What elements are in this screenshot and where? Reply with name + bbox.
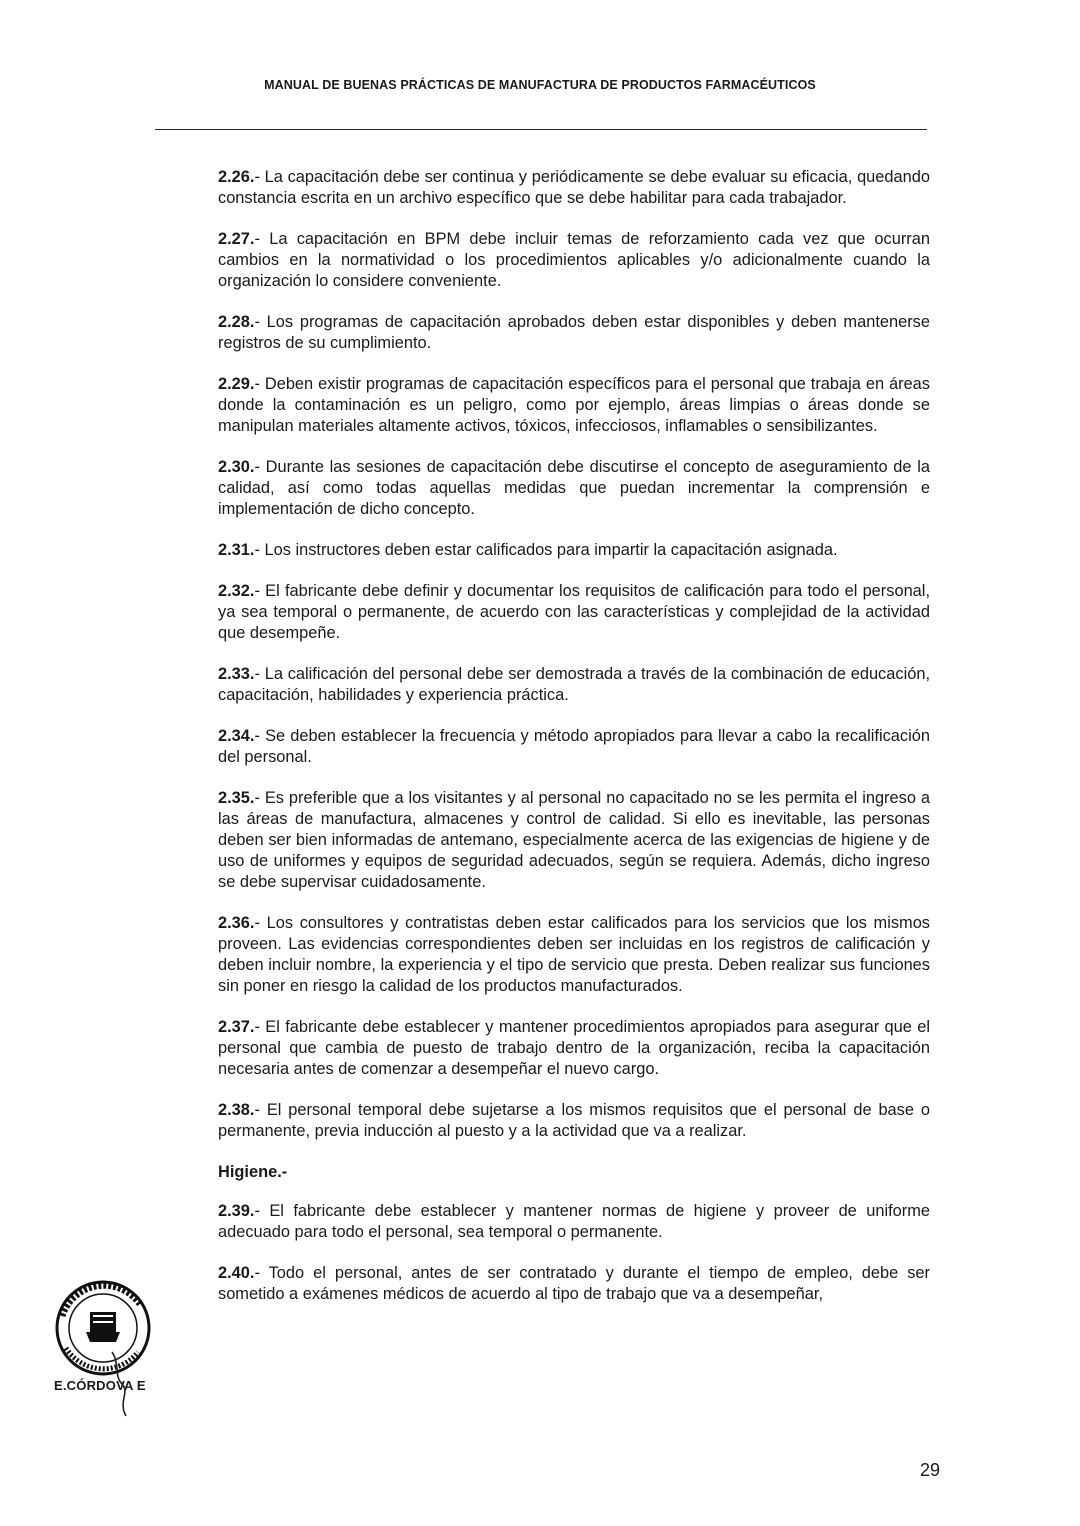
paragraph-number: 2.30. [218, 458, 255, 476]
paragraph-2-40 [218, 1263, 930, 1305]
paragraph-number: 2.33. [218, 665, 255, 683]
paragraph-2-33 [218, 664, 930, 706]
paragraph-text: - Se deben establecer la frecuencia y método apropiados para llevar a cabo la recalificación del personal. [218, 727, 930, 766]
paragraph-text: - La capacitación en BPM debe incluir temas de reforzamiento cada vez que ocurran cambios en la normatividad o los procedimientos aplicables y/o adicionalmente cuando la organización lo considere conveniente. [218, 230, 930, 290]
paragraph-number: 2.27. [218, 230, 255, 248]
paragraph-text: - La calificación del personal debe ser demostrada a través de la combinación de educación, capacitación, habilidades y experiencia práctica. [218, 665, 930, 704]
paragraph-text: - Durante las sesiones de capacitación debe discutirse el concepto de aseguramiento de la calidad, así como todas aquellas medidas que puedan incrementar la comprensión e implementación de dicho concepto. [218, 458, 930, 518]
paragraph-text: - Todo el personal, antes de ser contratado y durante el tiempo de empleo, debe ser sometido a exámenes médicos de acuerdo al tipo de trabajo que va a desempeñar, [218, 1264, 930, 1303]
section-title-higiene: Higiene.- [218, 1163, 288, 1181]
paragraph-2-31 [218, 540, 930, 561]
paragraph-number: 2.36. [218, 914, 255, 932]
paragraph-2-38 [218, 1100, 930, 1142]
paragraph-text: - Los instructores deben estar calificados para impartir la capacitación asignada. [254, 541, 838, 559]
paragraph-2-29 [218, 374, 930, 437]
stamp-caption: E.CÓRDOVA E [54, 1378, 146, 1393]
document-header: MANUAL DE BUENAS PRÁCTICAS DE MANUFACTURA DE PRODUCTOS FARMACÉUTICOS [264, 78, 816, 92]
paragraph-number: 2.26. [218, 168, 255, 186]
paragraph-2-30 [218, 457, 930, 520]
paragraph-2-36 [218, 913, 930, 997]
paragraph-number: 2.34. [218, 727, 255, 745]
document-body [218, 167, 930, 1325]
page-number: 29 [919, 1460, 940, 1480]
paragraph-text: - La capacitación debe ser continua y periódicamente se debe evaluar su eficacia, quedando constancia escrita en un archivo específico que se debe habilitar para cada trabajador. [218, 168, 930, 207]
paragraph-2-27 [218, 229, 930, 292]
paragraph-text: - Deben existir programas de capacitación específicos para el personal que trabaja en áreas donde la contaminación es un peligro, como por ejemplo, áreas limpias o áreas donde se manipulan materiales altamente activos, tóxicos, infecciosos, inflamables o sensibilizantes. [218, 375, 930, 435]
paragraph-2-35 [218, 788, 930, 893]
paragraph-2-39 [218, 1201, 930, 1243]
paragraph-2-26 [218, 167, 930, 209]
paragraph-number: 2.35. [218, 789, 255, 807]
paragraph-text: - El fabricante debe establecer y mantener normas de higiene y proveer de uniforme adecuado para todo el personal, sea temporal o permanente. [218, 1202, 930, 1241]
paragraph-number: 2.29. [218, 375, 255, 393]
paragraph-2-37 [218, 1017, 930, 1080]
header-divider [155, 129, 927, 130]
paragraph-number: 2.38. [218, 1101, 255, 1119]
paragraph-number: 2.32. [218, 582, 255, 600]
paragraph-number: 2.40. [218, 1264, 255, 1282]
paragraph-text: - Es preferible que a los visitantes y al personal no capacitado no se les permita el ingreso a las áreas de manufactura, almacenes y control de calidad. Si ello es inevitable, las personas deben ser bien informadas de antemano, especialmente acerca de las exigencias de higiene y de uso de uniformes y equipos de seguridad adecuados, según se requiera. Además, dicho ingreso se debe supervisar cuidadosamente. [218, 789, 930, 891]
paragraph-number: 2.31. [218, 541, 255, 559]
paragraph-number: 2.28. [218, 313, 255, 331]
paragraph-text: - Los consultores y contratistas deben estar calificados para los servicios que los mismos proveen. Las evidencias correspondientes deben ser incluidas en los registros de calificación y deben incluir nombre, la experiencia y el tipo de servicio que presta. Deben realizar sus funciones sin poner en riesgo la calidad de los productos manufacturados. [218, 914, 930, 995]
paragraph-text: - El fabricante debe establecer y mantener procedimientos apropiados para asegurar que el personal que cambia de puesto de trabajo dentro de la organización, reciba la capacitación necesaria antes de comenzar a desempeñar el nuevo cargo. [218, 1018, 930, 1078]
paragraph-text: - Los programas de capacitación aprobados deben estar disponibles y deben mantenerse registros de su cumplimiento. [218, 313, 930, 352]
paragraph-2-28 [218, 312, 930, 354]
paragraph-text: - El fabricante debe definir y documentar los requisitos de calificación para todo el personal, ya sea temporal o permanente, de acuerdo con las características y complejidad de la actividad que desempeñe. [218, 582, 930, 642]
paragraph-number: 2.37. [218, 1018, 255, 1036]
paragraph-text: - El personal temporal debe sujetarse a los mismos requisitos que el personal de base o permanente, previa inducción al puesto y a la actividad que va a realizar. [218, 1101, 930, 1140]
paragraph-number: 2.39. [218, 1202, 255, 1220]
paragraph-2-34 [218, 726, 930, 768]
paragraph-2-32 [218, 581, 930, 644]
